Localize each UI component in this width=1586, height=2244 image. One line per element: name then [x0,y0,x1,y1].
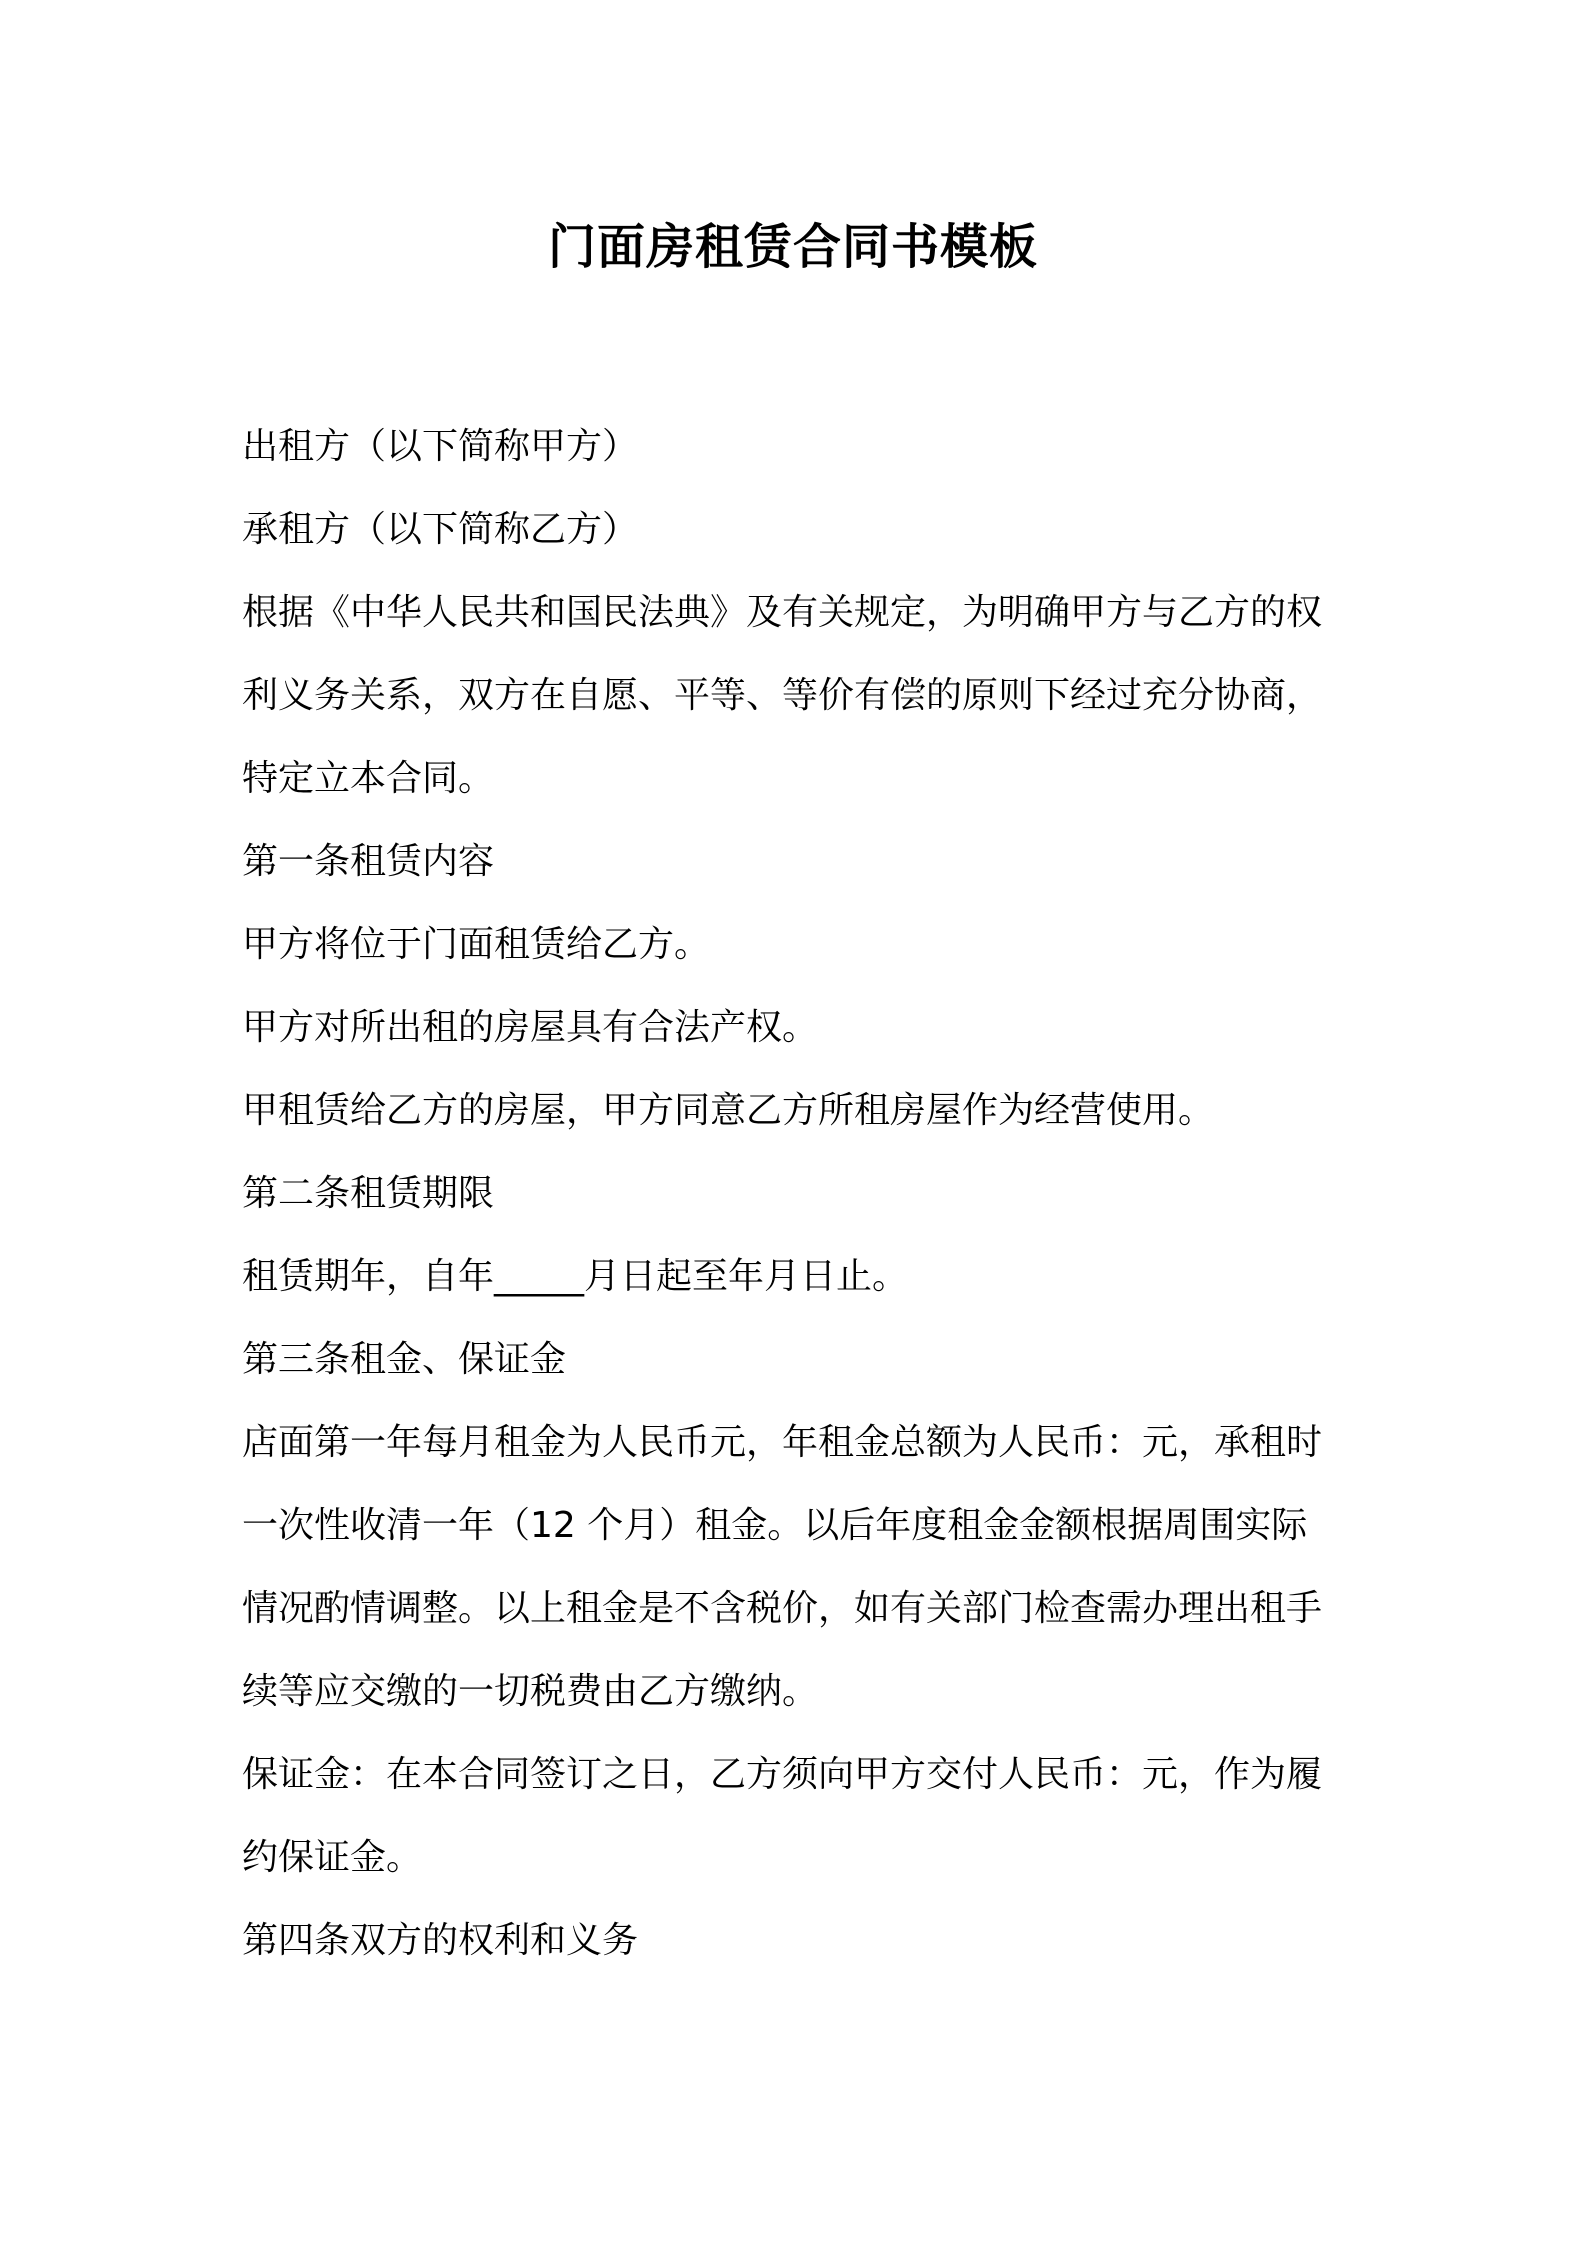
text-line: 租赁期年，自年_____月日起至年月日止。 [242,1256,909,1297]
text-line: 出租方（以下简称甲方） [242,426,639,467]
text-line: 利义务关系，双方在自愿、平等、等价有偿的原则下经过充分协商， [242,675,1323,716]
text-line: 承租方（以下简称乙方） [242,509,639,550]
text-line: 店面第一年每月租金为人民币元，年租金总额为人民币：元，承租时 [242,1422,1323,1463]
section-heading: 第四条双方的权利和义务 [242,1920,639,1961]
text-line: 甲方将位于门面租赁给乙方。 [242,924,711,965]
section-heading: 第一条租赁内容 [242,841,495,882]
text-line: 一次性收清一年（12 个月）租金。以后年度租金金额根据周围实际 [242,1505,1308,1546]
text-line: 情况酌情调整。以上租金是不含税价，如有关部门检查需办理出租手 [242,1588,1323,1629]
text-line: 特定立本合同。 [242,758,495,799]
text-line: 甲租赁给乙方的房屋，甲方同意乙方所租房屋作为经营使用。 [242,1090,1215,1131]
text-line: 根据《中华人民共和国民法典》及有关规定，为明确甲方与乙方的权 [242,592,1323,633]
text-line: 约保证金。 [242,1837,423,1878]
text-line: 续等应交缴的一切税费由乙方缴纳。 [242,1671,819,1712]
section-heading: 第二条租赁期限 [242,1173,495,1214]
document-title: 门面房租赁合同书模板 [547,219,1038,275]
text-line: 保证金：在本合同签订之日，乙方须向甲方交付人民币：元，作为履 [242,1754,1323,1795]
section-heading: 第三条租金、保证金 [242,1339,567,1380]
text-line: 甲方对所出租的房屋具有合法产权。 [242,1007,819,1048]
document-body [242,405,1362,1982]
